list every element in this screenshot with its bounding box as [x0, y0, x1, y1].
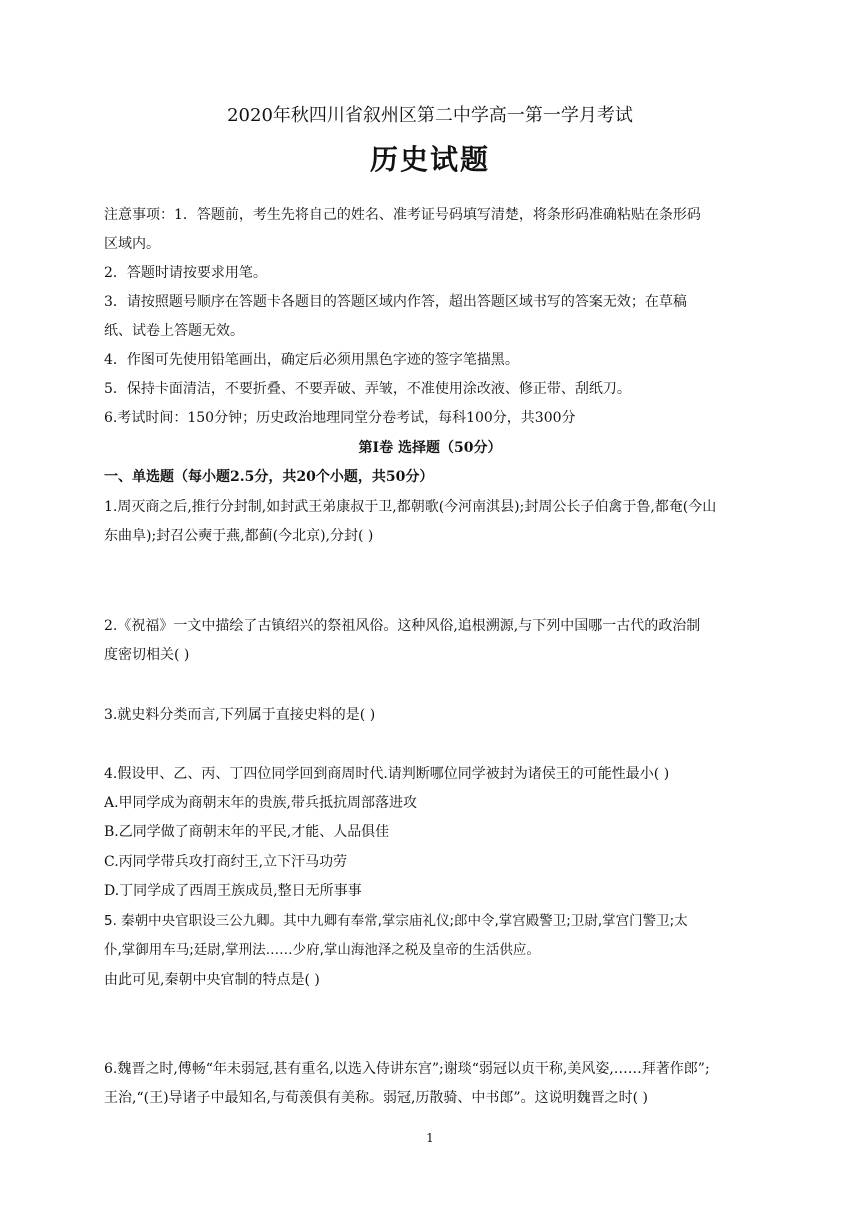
subject-title: 历史试题	[369, 143, 490, 176]
section-title: 第Ⅰ卷 选择题（50分）	[358, 440, 502, 456]
page-number: 1	[426, 1131, 434, 1145]
q4-option-a: A.甲同学成为商朝末年的贵族,带兵抵抗周部落进攻	[104, 795, 418, 811]
notice-line-3-cont: 纸、试卷上答题无效。	[104, 323, 244, 339]
notice-line-4: 4．作图可先使用铅笔画出，确定后必须用黑色字迹的签字笔描黑。	[104, 352, 519, 368]
q6-stem-line-1: 6.魏晋之时,傅畅“年未弱冠,甚有重名,以选入侍讲东宫”;谢琰“弱冠以贞干称,美风姿,……拜著作郎”;	[104, 1061, 710, 1077]
q1-stem-line-2: 东曲阜);封召公奭于燕,都蓟(今北京),分封( )	[104, 528, 374, 544]
notice-line-5: 5．保持卡面清洁，不要折叠、不要弄破、弄皱，不准使用涂改液、修正带、刮纸刀。	[104, 381, 631, 397]
part-one-heading: 一、单选题（每小题2.5分，共20个小题，共50分）	[104, 469, 434, 485]
q5-material-line-2: 仆,掌御用车马;廷尉,掌刑法……少府,掌山海池泽之税及皇帝的生活供应。	[104, 942, 540, 958]
notice-line-6: 6.考试时间：150分钟；历史政治地理同堂分卷考试，每科100分，共300分	[104, 410, 576, 426]
q5-stem-line-1: 由此可见,秦朝中央官制的特点是( )	[104, 972, 320, 988]
q1-stem-line-1: 1.周灭商之后,推行分封制,如封武王弟康叔于卫,都朝歌(今河南淇县);封周公长子伯禽于鲁,都奄(今山	[104, 499, 717, 515]
exam-title: 2020年秋四川省叙州区第二中学高一第一学月考试	[227, 105, 633, 126]
q3-stem-line-1: 3.就史料分类而言,下列属于直接史料的是( )	[104, 707, 376, 723]
q2-stem-line-1: 2.《祝福》一文中描绘了古镇绍兴的祭祖风俗。这种风俗,追根溯源,与下列中国哪一古代的政治制	[104, 618, 701, 634]
q6-stem-line-2: 王治,“(王)导诸子中最知名,与荀羡俱有美称。弱冠,历散骑、中书郎”。这说明魏晋之时( )	[104, 1090, 648, 1106]
q4-option-b: B.乙同学做了商朝末年的平民,才能、人品俱佳	[104, 824, 390, 840]
notice-line-1-cont: 区域内。	[104, 236, 160, 252]
notice-line-3: 3．请按照题号顺序在答题卡各题目的答题区域内作答，超出答题区域书写的答案无效；在草稿	[104, 294, 687, 310]
q5-material-line-1: 5. 秦朝中央官职设三公九卿。其中九卿有奉常,掌宗庙礼仪;郎中令,掌宫殿警卫;卫尉,掌宫门警卫;太	[104, 913, 688, 929]
q2-stem-line-2: 度密切相关( )	[104, 647, 190, 663]
notice-line-1: 注意事项：1．答题前，考生先将自己的姓名、准考证号码填写清楚，将条形码准确粘贴在条形码	[104, 207, 701, 223]
notice-line-2: 2．答题时请按要求用笔。	[104, 265, 267, 281]
q4-stem-line-1: 4.假设甲、乙、丙、丁四位同学回到商周时代.请判断哪位同学被封为诸侯王的可能性最小( )	[104, 766, 670, 782]
q4-option-c: C.丙同学带兵攻打商纣王,立下汗马功劳	[104, 854, 348, 870]
q4-option-d: D.丁同学成了西周王族成员,整日无所事事	[104, 883, 362, 899]
